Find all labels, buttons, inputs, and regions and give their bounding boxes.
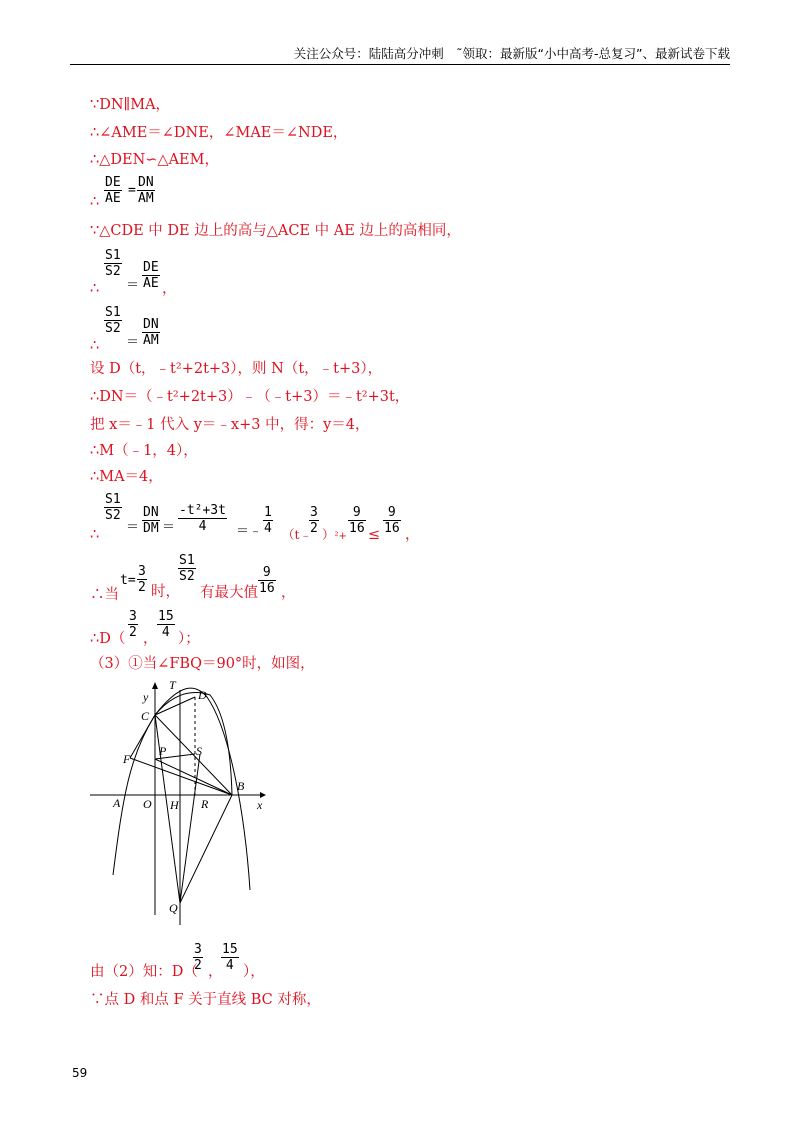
fraction-three-halves: 3 2 [138, 564, 146, 595]
semicolon-end: ）； [178, 631, 200, 647]
label-C: C [141, 709, 150, 723]
fraction-de-ae: DE AE [105, 175, 121, 206]
line-8: 设 D（t，﹣t²+2t+3），则 N（t，﹣t+3）， [90, 361, 383, 377]
equals: = [128, 183, 136, 198]
comma: ， [281, 585, 296, 601]
label-F: F [123, 752, 131, 766]
line-PB [155, 759, 232, 795]
fraction-expr: -t²+3t 4 [179, 503, 226, 534]
y-axis-arrow [152, 682, 158, 689]
fraction-three-halves: 3 2 [194, 942, 202, 973]
fraction-fifteen-fourths: 15 4 [158, 609, 174, 640]
t-equals: t= [120, 573, 136, 588]
fraction-dn-am: DN AM [143, 317, 159, 348]
le-sign: ≤ [368, 527, 381, 543]
page-header: 关注公众号：陆陆高分冲刺 ˜领取：最新版“小中高考-总复习”、最新试卷下载 [70, 44, 730, 65]
comma: ， [143, 631, 158, 647]
label-T: T [169, 678, 176, 692]
line-10: 把 x＝﹣1 代入 y＝﹣x+3 中，得：y＝4， [90, 417, 370, 433]
label-O: O [143, 797, 152, 811]
line-CD [155, 697, 195, 715]
fraction-dn-am: DN AM [138, 175, 154, 206]
line-9: ∴DN＝（﹣t²+2t+3）﹣（﹣t+3）＝﹣t²+3t， [90, 389, 410, 405]
line-1: ∵DN∥MA， [90, 97, 171, 113]
comma: ， [405, 527, 420, 543]
comma: ， [208, 964, 223, 980]
equals: ＝ [126, 278, 140, 293]
label-A: A [113, 796, 121, 810]
label-Q: Q [169, 901, 178, 915]
line-14: ∴当 [90, 587, 119, 603]
equals: ＝ [126, 335, 140, 350]
fraction-fifteen-fourths: 15 4 [222, 942, 238, 973]
fraction-de-ae: DE AE [143, 260, 159, 291]
equals: ＝ [162, 520, 176, 535]
line-6: ∴ [90, 281, 100, 297]
geometry-figure [85, 675, 285, 935]
fraction-s1-s2: S1 S2 [179, 553, 195, 584]
page-number: 59 [72, 1066, 88, 1080]
circle-arc [155, 693, 232, 796]
fraction-dn-dm: DN DM [143, 505, 159, 536]
label-P: P [159, 744, 167, 758]
line-4: ∴ [90, 194, 100, 210]
label-D: D [198, 688, 207, 702]
fraction-quarter: 1 4 [264, 505, 272, 536]
line-11: ∴M（﹣1，4）， [90, 443, 198, 459]
equals-minus: ＝﹣ [236, 524, 263, 539]
line-16: （3）①当∠FBQ＝90°时，如图， [90, 656, 315, 672]
label-S: S [196, 744, 202, 758]
fraction-s1-s2: S1 S2 [105, 492, 121, 523]
line-QB [180, 795, 232, 903]
label-y: y [143, 690, 149, 704]
fraction-three-halves: 3 2 [310, 505, 318, 536]
fraction-three-halves: 3 2 [129, 609, 137, 640]
line-5: ∵△CDE 中 DE 边上的高与△ACE 中 AE 边上的高相同， [90, 223, 461, 239]
line-12: ∴MA＝4， [90, 469, 163, 485]
line-2: ∴∠AME＝∠DNE，∠MAE＝∠NDE， [90, 125, 348, 141]
line-QS [180, 754, 200, 903]
fraction-nine-sixteenths: 9 16 [384, 505, 400, 536]
equals: ＝ [126, 520, 140, 535]
shi-text: 时， [151, 584, 180, 600]
paren-t: （t﹣ [282, 527, 313, 542]
label-B: B [237, 779, 245, 793]
label-R: R [201, 797, 209, 811]
line-3: ∴△DEN∽△AEM， [90, 152, 219, 168]
label-x: x [257, 798, 263, 812]
comma-end: ）， [243, 964, 265, 980]
fraction-s1-s2: S1 S2 [105, 305, 121, 336]
fraction-s1-s2: S1 S2 [105, 248, 121, 279]
line-18: ∵点 D 和点 F 关于直线 BC 对称， [90, 992, 321, 1008]
line-FB [130, 758, 232, 795]
max-value-text: 有最大值 [200, 585, 258, 601]
parabola [113, 688, 250, 890]
label-H: H [170, 798, 179, 812]
line-15: ∴D（ [90, 631, 126, 647]
line-13: ∴ [90, 527, 100, 543]
comma: ， [162, 281, 177, 297]
fraction-nine-sixteenths: 9 16 [349, 505, 365, 536]
line-17: 由（2）知：D（ [90, 964, 198, 980]
paren-close-sq: ）²+ [322, 527, 347, 542]
line-7: ∴ [90, 338, 100, 354]
fraction-nine-sixteenths: 9 16 [259, 565, 275, 596]
line-CB [155, 715, 232, 795]
